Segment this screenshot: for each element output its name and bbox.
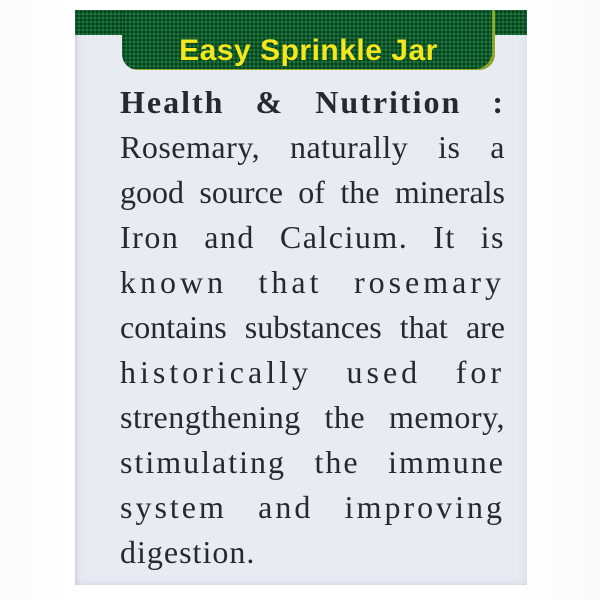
banner-title: Easy Sprinkle Jar xyxy=(179,33,438,67)
header-band xyxy=(75,10,527,67)
body-line: digestion. xyxy=(120,534,256,570)
label-text-block xyxy=(120,80,505,575)
body-line: known that rosemary xyxy=(120,264,505,300)
body-line: historically used for xyxy=(120,354,505,390)
body-line: contains substances that are xyxy=(120,309,505,345)
body-line: Iron and Calcium. It is xyxy=(120,219,505,255)
body-line: system and improving xyxy=(120,489,505,525)
body-line: stimulating the immune xyxy=(120,444,505,480)
body-line: strengthening the memory, xyxy=(120,399,505,435)
body-line: Rosemary, naturally is a xyxy=(120,129,505,165)
section-heading: Health & Nutrition : xyxy=(120,84,505,120)
header-tab xyxy=(122,10,495,70)
body-line: good source of the minerals xyxy=(120,174,505,210)
product-label xyxy=(75,10,527,585)
